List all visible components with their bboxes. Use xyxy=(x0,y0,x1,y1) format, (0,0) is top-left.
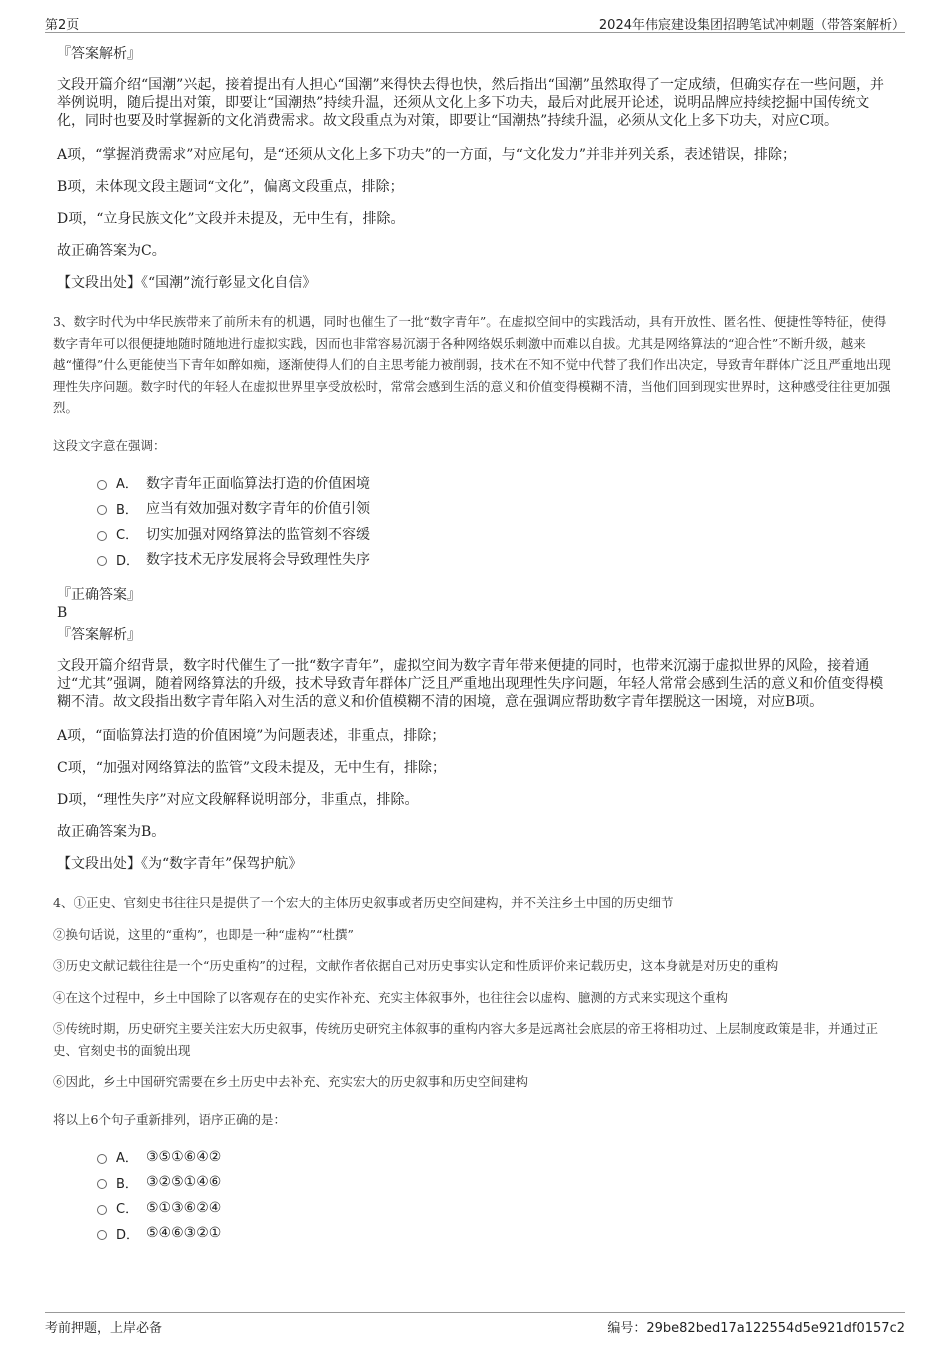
option-a[interactable]: A． 数字青年正面临算法打造的价值困境 xyxy=(97,470,897,496)
page-footer xyxy=(45,1312,905,1337)
sentence-5: ⑤传统时期，历史研究主要关注宏大历史叙事，传统历史研究主体叙事的重构内容大多是远离社会底层的帝王将相功过、上层制度政策是非，并通过正史、官刻史书的面貌出现 xyxy=(53,1021,879,1058)
correct-answer-label: 『正确答案』 xyxy=(57,587,141,603)
question-3-prompt: 这段文字意在强调： xyxy=(53,437,166,453)
analysis-label: 『答案解析』 xyxy=(57,46,141,62)
question-4-options xyxy=(97,1144,897,1246)
footer-slogan: 考前押题，上岸必备 xyxy=(45,1321,163,1336)
main-content xyxy=(53,45,897,1260)
radio-icon[interactable] xyxy=(97,1230,107,1240)
question-4-prompt: 将以上6个句子重新排列，语序正确的是： xyxy=(53,1111,286,1127)
option-a[interactable]: A． ③⑤①⑥④② xyxy=(97,1144,897,1170)
source-citation: 【文段出处】《“国潮”流行彰显文化自信》 xyxy=(57,275,317,291)
radio-icon[interactable] xyxy=(97,1154,107,1164)
radio-icon[interactable] xyxy=(97,556,107,566)
option-b[interactable]: B． 应当有效加强对数字青年的价值引领 xyxy=(97,496,897,522)
option-d-note: D项，“理性失序”对应文段解释说明部分，非重点，排除。 xyxy=(57,792,419,808)
question-3-text: 3、数字时代为中华民族带来了前所未有的机遇，同时也催生了一批“数字青年”。在虚拟空间中的实践活动，具有开放性、匿名性、便捷性等特征，使得数字青年可以很便捷地随时随地进行虚拟实践，因而也非常容易沉溺于各种网络娱乐刺激中而难以自拔。尤其是网络算法的“迎合性”不断升级，越来越“懂得”什么更能使当下青年如醉如痴，逐渐使得人们的自主思考能力被削弱，技术在不知不觉中代替了我们作出决定，导致青年群体广泛且严重地出现理性失序问题。数字时代的年轻人在虚拟世界里享受放松时，常常会感到生活的意义和价值变得模糊不清，当他们回到现实世界时，这种感受往往更加强烈。 xyxy=(53,314,891,415)
question-3-options xyxy=(97,470,897,572)
correct-answer: B xyxy=(57,605,68,621)
radio-icon[interactable] xyxy=(97,480,107,490)
option-b[interactable]: B． ③②⑤①④⑥ xyxy=(97,1170,897,1196)
sentence-6: ⑥因此，乡土中国研究需要在乡土历史中去补充、充实宏大的历史叙事和历史空间建构 xyxy=(53,1074,529,1089)
sentence-2: ②换句话说，这里的“重构”，也即是一种“虚构”“杜撰” xyxy=(53,926,354,942)
document-id: 编号：29be82bed17a122554d5e921df0157c2 xyxy=(607,1321,905,1336)
analysis-text: 文段开篇介绍背景，数字时代催生了一批“数字青年”，虚拟空间为数字青年带来便捷的同时，也带来沉溺于虚拟世界的风险，接着通过“尤其”强调，随着网络算法的升级，技术导致青年群体广泛且严重地出现理性失序问题，年轻人常常会感到生活的意义和价值变得模糊不清。故文段指出数字青年陷入对生活的意义和价值模糊不清的困境，意在强调应帮助数字青年摆脱这一困境，对应B项。 xyxy=(57,658,884,710)
question-4 xyxy=(53,892,897,1130)
page-number: 第2页 xyxy=(45,18,80,33)
sentence-1: 4、①正史、官刻史书往往只是提供了一个宏大的主体历史叙事或者历史空间建构，并不关注乡土中国的历史细节 xyxy=(53,895,674,910)
radio-icon[interactable] xyxy=(97,505,107,515)
option-c[interactable]: C． ⑤①③⑥②④ xyxy=(97,1195,897,1221)
option-d[interactable]: D． ⑤④⑥③②① xyxy=(97,1221,897,1247)
source-citation: 【文段出处】《为“数字青年”保驾护航》 xyxy=(57,856,303,872)
option-a-note: A项，“掌握消费需求”对应尾句，是“还须从文化上多下功夫”的一方面，与“文化发力”并非并列关系，表述错误，排除； xyxy=(57,147,797,163)
option-c-note: C项，“加强对网络算法的监管”文段未提及，无中生有，排除； xyxy=(57,760,447,776)
analysis-text: 文段开篇介绍“国潮”兴起，接着提出有人担心“国潮”来得快去得也快，然后指出“国潮”虽然取得了一定成绩，但确实存在一些问题，并举例说明，随后提出对策，即要让“国潮热”持续升温，还须从文化上多下功夫，最后对此展开论述，说明品牌应持续挖掘中国传统文化，同时也要及时掌握新的文化消费需求。故文段重点为对策，即要让“国潮热”持续升温，必须从文化上多下功夫，对应C项。 xyxy=(57,77,884,129)
conclusion: 故正确答案为B。 xyxy=(57,824,166,840)
sentence-4: ④在这个过程中，乡土中国除了以客观存在的史实作补充、充实主体叙事外，也往往会以虚构、臆测的方式来实现这个重构 xyxy=(53,989,729,1005)
conclusion: 故正确答案为C。 xyxy=(57,243,166,259)
radio-icon[interactable] xyxy=(97,531,107,541)
option-b-note: B项，未体现文段主题词“文化”，偏离文段重点，排除； xyxy=(57,179,404,195)
question-3 xyxy=(53,311,897,456)
page-header xyxy=(45,12,905,33)
option-a-note: A项，“面临算法打造的价值困境”为问题表述，非重点，排除； xyxy=(57,728,446,744)
analysis-label: 『答案解析』 xyxy=(57,627,141,643)
radio-icon[interactable] xyxy=(97,1205,107,1215)
sentence-3: ③历史文献记载往往是一个“历史重构”的过程，文献作者依据自己对历史事实认定和性质评价来记载历史，这本身就是对历史的重构 xyxy=(53,958,779,973)
option-d-note: D项，“立身民族文化”文段并未提及，无中生有，排除。 xyxy=(57,211,405,227)
document-title: 2024年伟宸建设集团招聘笔试冲刺题（带答案解析） xyxy=(598,18,905,33)
option-d[interactable]: D． 数字技术无序发展将会导致理性失序 xyxy=(97,547,897,573)
radio-icon[interactable] xyxy=(97,1179,107,1189)
option-c[interactable]: C． 切实加强对网络算法的监管刻不容缓 xyxy=(97,521,897,547)
